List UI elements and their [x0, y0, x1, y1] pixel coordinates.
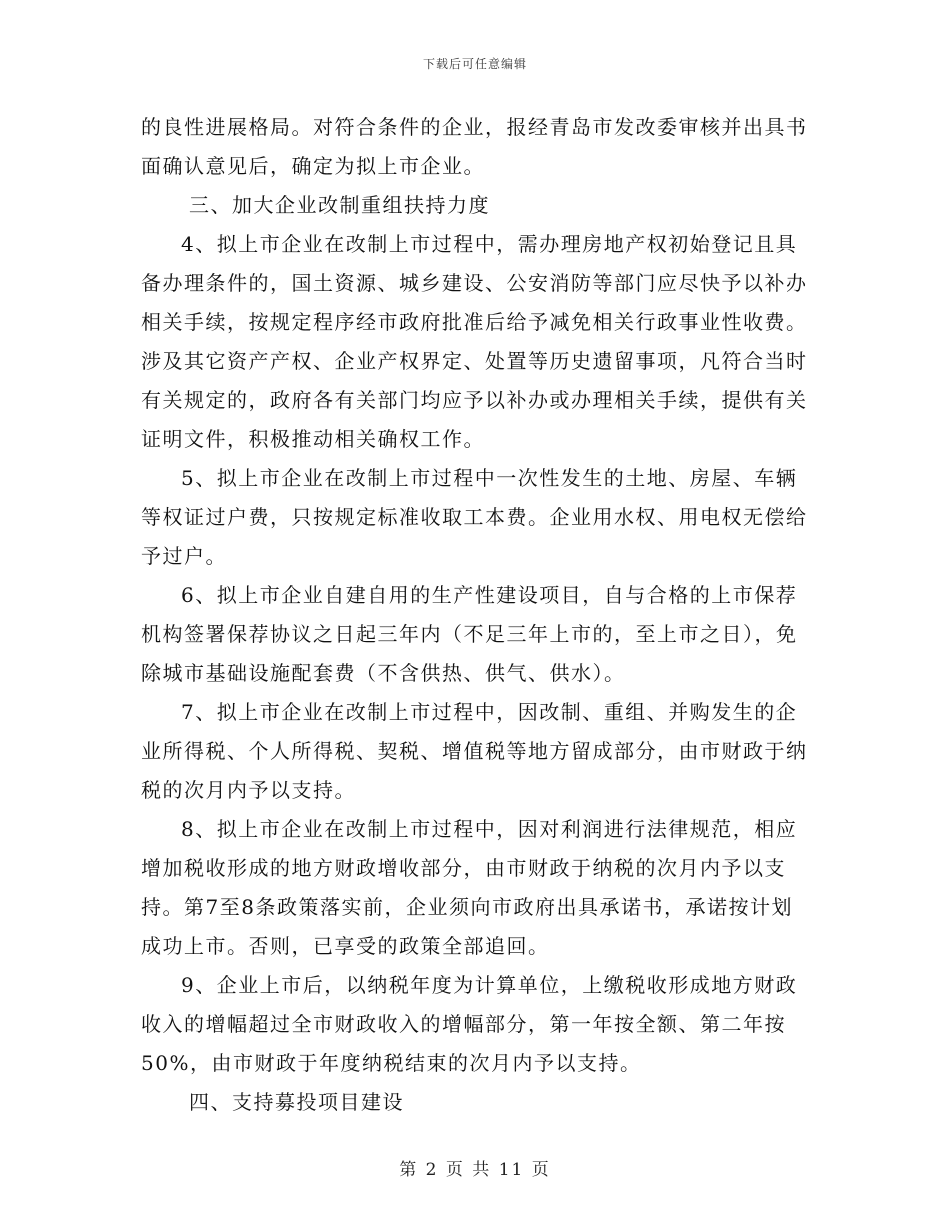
paragraph-item-8: 8、拟上市企业在改制上市过程中，因对利润进行法律规范，相应增加税收形成的地方财政增收部分，由市财政于纳税的次月内予以支持。第7至8条政策落实前，企业须向市政府出具承诺书，承诺按计划成功上市。否则，已享受的政策全部追回。 — [141, 817, 798, 958]
paragraph-item-4: 4、拟上市企业在改制上市过程中，需办理房地产权初始登记且具备办理条件的，国土资源、城乡建设、公安消防等部门应尽快予以补办相关手续，按规定程序经市政府批准后给予减免相关行政事业性收费。涉及其它资产产权、企业产权界定、处置等历史遗留事项，凡符合当时有关规定的，政府各有关部门均应予以补办或办理相关手续，提供有关证明文件，积极推动相关确权工作。 — [141, 232, 808, 451]
paragraph-item-9: 9、企业上市后，以纳税年度为计算单位，上缴税收形成地方财政收入的增幅超过全市财政收入的增幅部分，第一年按全额、第二年按50%，由市财政于年度纳税结束的次月内予以支持。 — [141, 973, 798, 1075]
page-number: 第 2 页 共 11 页 — [399, 1160, 551, 1180]
paragraph-item-6: 6、拟上市企业自建自用的生产性建设项目，自与合格的上市保荐机构签署保荐协议之日起三年内（不足三年上市的，至上市之日），免除城市基础设施配套费（不含供热、供气、供水）。 — [141, 583, 798, 685]
document-body — [141, 108, 811, 1122]
paragraph-continued: 的良性进展格局。对符合条件的企业，报经青岛市发改委审核并出具书面确认意见后，确定为拟上市企业。 — [141, 115, 808, 178]
paragraph-item-7: 7、拟上市企业在改制上市过程中，因改制、重组、并购发生的企业所得税、个人所得税、契税、增值税等地方留成部分，由市财政于纳税的次月内予以支持。 — [141, 700, 808, 802]
section-heading-3: 三、加大企业改制重组扶持力度 — [189, 193, 490, 217]
paragraph-item-5: 5、拟上市企业在改制上市过程中一次性发生的土地、房屋、车辆等权证过户费，只按规定标准收取工本费。企业用水权、用电权无偿给予过户。 — [141, 466, 808, 568]
page-header-note: 下载后可任意编辑 — [422, 57, 527, 71]
section-heading-4: 四、支持募投项目建设 — [189, 1090, 404, 1114]
